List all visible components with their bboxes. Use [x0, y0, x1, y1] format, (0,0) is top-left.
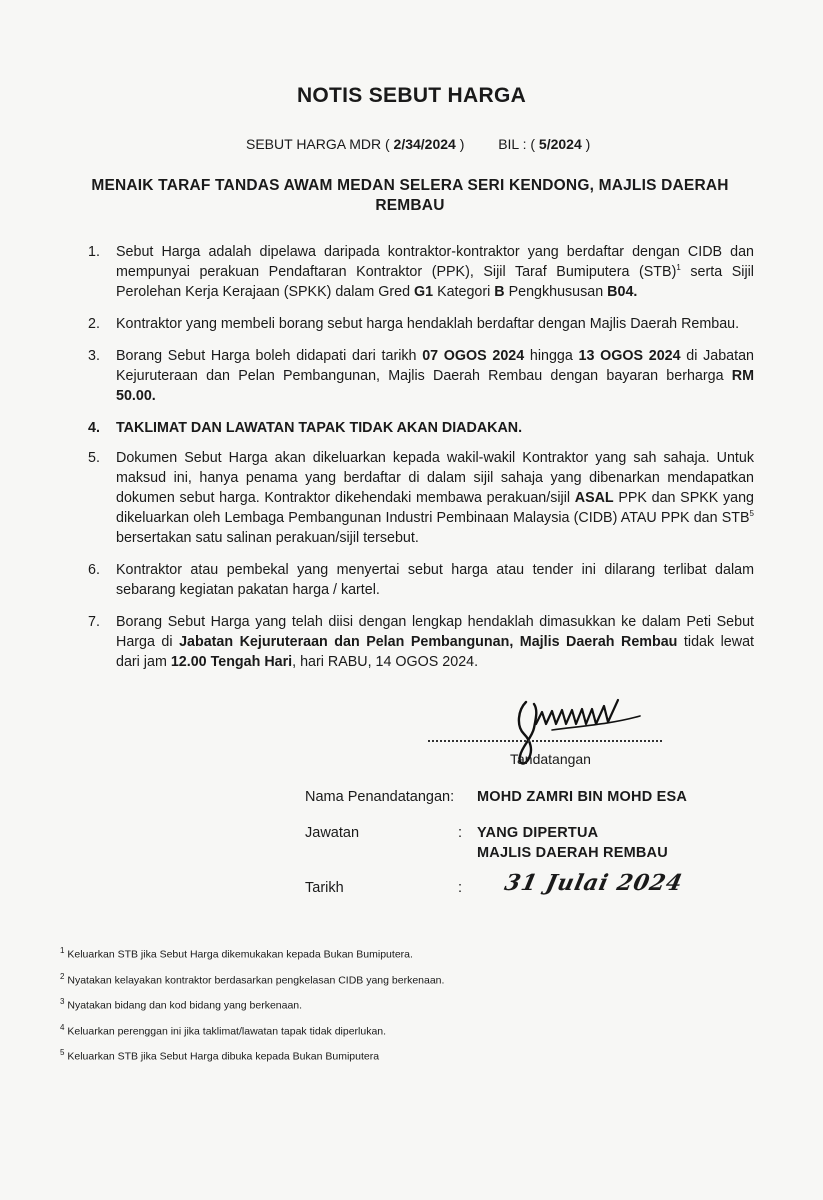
item-text: Dokumen Sebut Harga akan dikeluarkan kepada wakil-wakil Kontraktor yang sah sahaja. Untuk maksud ini, hanya penama yang berdaftar di dalam sijil sahaja yang dibenarkan mendapatkan dokumen sebut harga. Kontraktor dikehendaki membawa perakuan/sijil ASAL PPK dan SPKK yang dikeluarkan oleh Lembaga Pembangunan Industri Pembinaan Malaysia (CIDB) ATAU PPK dan STB$^5$ bersertakan satu salinan perakuan/sijil tersebut.	[116, 450, 754, 546]
item-number: 7.	[88, 614, 100, 630]
date-colon: :	[458, 880, 463, 896]
date-from: 07 OGOS 2024	[422, 348, 525, 364]
list-item	[88, 612, 754, 672]
footnote: $^5$ Keluarkan STB jika Sebut Harga dibuka kepada Bukan Bumiputera	[60, 1048, 380, 1063]
project-title-line1: MENAIK TARAF TANDAS AWAM MEDAN SELERA SERI KENDONG, MAJLIS DAERAH	[91, 177, 729, 194]
date-to: 13 OGOS 2024	[578, 348, 681, 364]
asal-emphasis: ASAL	[574, 490, 614, 506]
footnote: $^3$ Nyatakan bidang dan kod bidang yang berkenaan.	[60, 997, 303, 1012]
list-item	[88, 560, 754, 600]
department-name: Jabatan Kejuruteraan dan Pelan Pembangunan, Majlis Daerah Rembau	[179, 634, 678, 650]
handwritten-date: 31 Julai 2024	[502, 870, 686, 896]
grade-value: G1	[414, 284, 434, 300]
item-number: 5.	[88, 450, 100, 466]
footnote: $^4$ Keluarkan perenggan ini jika taklimat/lawatan tapak tidak diperlukan.	[60, 1022, 387, 1037]
ref-number: 2/34/2024	[393, 136, 456, 152]
document-title: NOTIS SEBUT HARGA	[296, 84, 527, 107]
position-value-line1: YANG DIPERTUA	[477, 825, 599, 841]
specialization-value: B04.	[607, 284, 638, 300]
notice-items	[88, 242, 754, 672]
bil-prefix: BIL : (	[498, 136, 539, 152]
bil-number: 5/2024	[538, 136, 582, 152]
project-title	[60, 176, 760, 216]
ref-prefix: SEBUT HARGA MDR (	[246, 136, 394, 152]
ref-close: )	[455, 136, 465, 152]
signer-name-value: MOHD ZAMRI BIN MOHD ESA	[477, 789, 688, 805]
list-item	[88, 314, 754, 334]
deadline-time: 12.00 Tengah Hari	[170, 654, 293, 670]
item-text: Kontraktor yang membeli borang sebut harga hendaklah berdaftar dengan Majlis Daerah Rembau.	[116, 316, 740, 332]
item-text: Borang Sebut Harga boleh didapati dari tarikh 07 OGOS 2024 hingga 13 OGOS 2024 di Jabatan Kejuruteraan dan Pelan Pembangunan, Majlis Daerah Rembau dengan bayaran berharga RM 50.00.	[116, 348, 754, 404]
reference-line	[246, 136, 590, 152]
position-value-line2: MAJLIS DAERAH REMBAU	[477, 845, 668, 861]
list-item	[88, 346, 754, 406]
footnote: $^1$ Keluarkan STB jika Sebut Harga dikemukakan kepada Bukan Bumiputera.	[60, 946, 413, 961]
footnote: $^2$ Nyatakan kelayakan kontraktor berdasarkan pengkelasan CIDB yang berkenaan.	[60, 971, 445, 986]
signature-label: Tandatangan	[510, 751, 591, 767]
list-item	[88, 448, 754, 548]
item-number: 3.	[88, 348, 100, 364]
footnote-ref: 1	[676, 263, 681, 273]
footnote-ref: 5	[749, 509, 754, 519]
item-text: Borang Sebut Harga yang telah diisi dengan lengkap hendaklah dimasukkan ke dalam Peti Sebut Harga di Jabatan Kejuruteraan dan Pelan Pembangunan, Majlis Daerah Rembau tidak lewat dari jam 12.00 Tengah Hari, hari RABU, 14 OGOS 2024.	[116, 614, 754, 670]
project-title-line2: REMBAU	[375, 197, 445, 214]
category-value: B	[494, 284, 505, 300]
date-label: Tarikh	[305, 880, 344, 896]
list-item	[88, 242, 754, 302]
item-number: 4.	[88, 420, 100, 436]
item-number: 6.	[88, 562, 100, 578]
bil-close: )	[581, 136, 591, 152]
position-label: Jawatan	[305, 825, 360, 841]
signer-name-label: Nama Penandatangan:	[305, 789, 455, 805]
item-number: 1.	[88, 244, 100, 260]
item-text: Sebut Harga adalah dipelawa daripada kontraktor-kontraktor yang berdaftar dengan CIDB dan mempunyai perakuan Pendaftaran Kontraktor (PPK), Sijil Taraf Bumiputera (STB)$^1$ serta Sijil Perolehan Kerja Kerajaan (SPKK) dalam Gred G1 Kategori B Pengkhususan B04.	[116, 244, 754, 300]
item-number: 2.	[88, 316, 100, 332]
signature-line	[428, 740, 662, 742]
list-item	[88, 418, 754, 438]
footnotes	[60, 940, 760, 1068]
item-text: Kontraktor atau pembekal yang menyertai sebut harga atau tender ini dilarang terlibat dalam sebarang kegiatan pakatan harga / kartel.	[116, 562, 754, 598]
item-text: TAKLIMAT DAN LAWATAN TAPAK TIDAK AKAN DIADAKAN.	[116, 420, 523, 436]
position-colon: :	[458, 825, 463, 841]
price-value: RM 50.00.	[116, 368, 754, 404]
